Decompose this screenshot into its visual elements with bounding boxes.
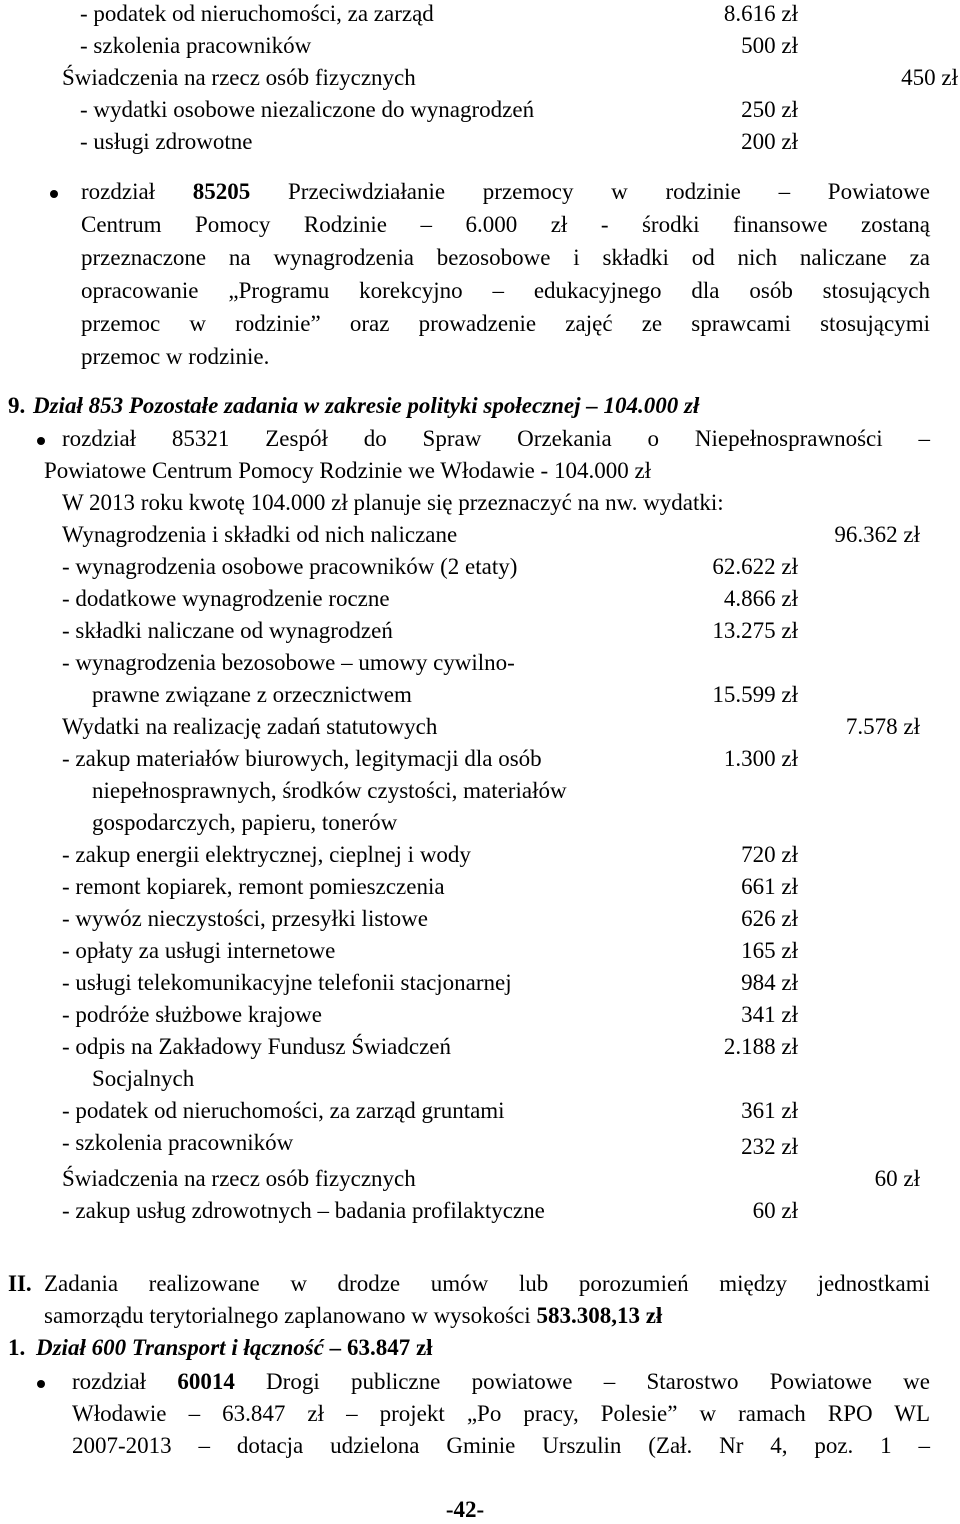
list-item-label: gospodarczych, papieru, tonerów [92,810,398,835]
paragraph-60014-line: 2007-2013 – dotacja udzielona Gminie Urszulin (Zał. Nr 4, poz. 1 – [72,1433,930,1458]
list-item-amount: 626 zł [741,906,798,931]
list-item-amount: 60 zł [752,1198,798,1223]
list-item-label: - zakup energii elektrycznej, cieplnej i wody [62,842,471,867]
section-number: 1. [8,1335,26,1360]
section-text-line: Zadania realizowane w drodze umów lub porozumień między jednostkami [44,1271,930,1296]
list-item-amount: 661 zł [741,874,798,899]
list-item-label: - podatek od nieruchomości, za zarząd [80,1,434,26]
paragraph-85205-line: Centrum Pomocy Rodzinie – 6.000 zł - środki finansowe zostaną [81,212,930,237]
list-item-amount: 165 zł [741,938,798,963]
list-item-label: - dodatkowe wynagrodzenie roczne [62,586,390,611]
paragraph-85205-line: przemoc w rodzinie” oraz prowadzenie zajęć ze sprawcami stosującymi [81,311,930,336]
list-item-label: - remont kopiarek, remont pomieszczenia [62,874,445,899]
list-item-amount: 1.300 zł [723,746,798,771]
list-item-label: - wynagrodzenia osobowe pracowników (2 etaty) [62,554,518,579]
list-item-amount: 720 zł [741,842,798,867]
section-text-line: samorządu terytorialnego zaplanowano w wysokości 583.308,13 zł [44,1303,663,1328]
paragraph-85205-line: opracowanie „Programu korekcyjno – edukacyjnego dla osób stosujących [81,278,930,303]
paragraph-85321-line: rozdział 85321 Zespół do Spraw Orzekania o Niepełnosprawności – [62,426,930,451]
list-item-label: - podróże służbowe krajowe [62,1002,322,1027]
list-item-amount: 200 zł [741,129,798,154]
list-item-label: - wynagrodzenia bezosobowe – umowy cywilno- [62,650,515,675]
category-total: 96.362 zł [834,522,920,547]
list-item-label: - usługi telekomunikacyjne telefonii stacjonarnej [62,970,512,995]
bullet-icon [37,1380,45,1388]
category-header: Wynagrodzenia i składki od nich naliczane [62,522,458,547]
list-item-amount: 341 zł [741,1002,798,1027]
section-number: II. [8,1271,32,1296]
list-item-amount: 232 zł [741,1134,798,1159]
list-item-amount: 2.188 zł [723,1034,798,1059]
list-item-amount: 62.622 zł [712,554,798,579]
list-item-amount: 15.599 zł [712,682,798,707]
section-title: Dział 600 Transport i łączność – 63.847 zł [36,1335,433,1360]
paragraph-60014-line: Włodawie – 63.847 zł – projekt „Po pracy, Polesie” w ramach RPO WL [72,1401,930,1426]
paragraph-85321-line: Powiatowe Centrum Pomocy Rodzinie we Włodawie - 104.000 zł [44,458,652,483]
list-item-label: - wydatki osobowe niezaliczone do wynagrodzeń [80,97,535,122]
list-item-label: - składki naliczane od wynagrodzeń [62,618,393,643]
list-item-amount: 8.616 zł [723,1,798,26]
list-item-label: prawne związane z orzecznictwem [92,682,412,707]
list-item-label: - szkolenia pracowników [62,1130,294,1155]
list-item-label: - usługi zdrowotne [80,129,253,154]
list-item-label: niepełnosprawnych, środków czystości, materiałów [92,778,567,803]
category-header: Świadczenia na rzecz osób fizycznych [62,65,416,90]
list-item-amount: 984 zł [741,970,798,995]
paragraph-85321-line: W 2013 roku kwotę 104.000 zł planuje się przeznaczyć na nw. wydatki: [62,490,724,515]
list-item-amount: 361 zł [741,1098,798,1123]
list-item-amount: 500 zł [741,33,798,58]
category-total: 450 zł [901,65,958,90]
category-total: 60 zł [874,1166,920,1191]
section-number: 9. [8,393,26,418]
list-item-label: - zakup usług zdrowotnych – badania profilaktyczne [62,1198,545,1223]
bullet-icon [50,190,58,198]
list-item-label: - wywóz nieczystości, przesyłki listowe [62,906,428,931]
section-title: Dział 853 Pozostałe zadania w zakresie polityki społecznej – 104.000 zł [33,393,700,418]
paragraph-85205-line: rozdział 85205 Przeciwdziałanie przemocy w rodzinie – Powiatowe [81,179,930,204]
list-item-label: - szkolenia pracowników [80,33,312,58]
paragraph-85205-line: przeznaczone na wynagrodzenia bezosobowe i składki od nich naliczane za [81,245,930,270]
paragraph-60014-line: rozdział 60014 Drogi publiczne powiatowe – Starostwo Powiatowe we [72,1369,930,1394]
list-item-label: Socjalnych [92,1066,195,1091]
bullet-icon [37,437,45,445]
list-item-label: - zakup materiałów biurowych, legitymacji dla osób [62,746,542,771]
category-header: Wydatki na realizację zadań statutowych [62,714,438,739]
list-item-label: - opłaty za usługi internetowe [62,938,336,963]
category-header: Świadczenia na rzecz osób fizycznych [62,1166,416,1191]
category-total: 7.578 zł [845,714,920,739]
list-item-label: - odpis na Zakładowy Fundusz Świadczeń [62,1034,452,1059]
page-number: -42- [445,1497,485,1522]
list-item-label: - podatek od nieruchomości, za zarząd gruntami [62,1098,505,1123]
paragraph-85205-line: przemoc w rodzinie. [81,344,270,369]
list-item-amount: 13.275 zł [712,618,798,643]
list-item-amount: 250 zł [741,97,798,122]
list-item-amount: 4.866 zł [723,586,798,611]
